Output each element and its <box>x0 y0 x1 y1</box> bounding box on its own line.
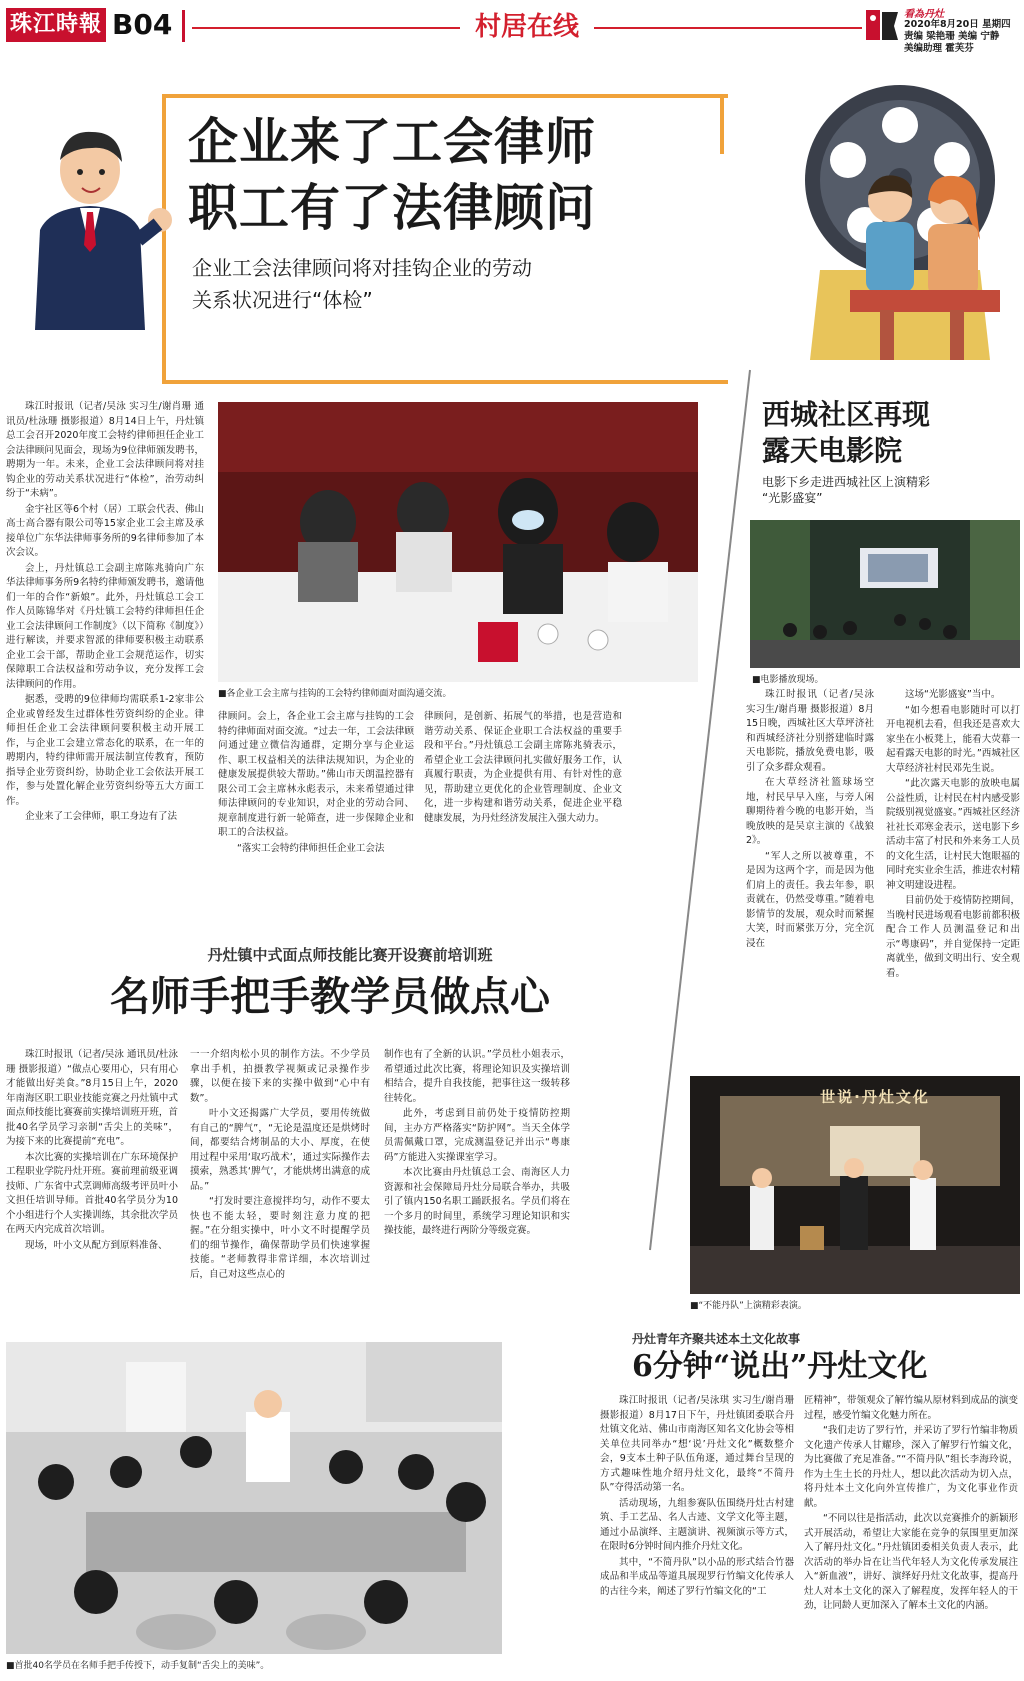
story3-c3-p3: 本次比赛由丹灶镇总工会、南海区人力资源和社会保障局丹灶分局联合举办，共吸引了镇内150名职工踊跃报名。学员们将在一个多月的时间里，系统学习理论知识和实操技能，最终进行两阶分等级竞赛。 <box>384 1167 570 1236</box>
story4-c1-p2: 活动现场，九组参赛队伍围绕丹灶古村建筑、手工艺品、名人古迹、文学文化等主题，通过小品演绎、主题演讲、视频演示等方式，在限时6分钟时间内推介丹灶文化。 <box>600 1497 794 1552</box>
story1-c3-p1: 律顾问，是创新、拓展气的举措，也是营造和谐劳动关系、保证企业职工合法权益的重要手段和平台。”丹灶镇总工会副主席陈兆骑表示，希望企业工会法律顾问扎实做好服务工作，认真履行职责，为企业提供有用、有针对性的意见，帮助建立更优化的企业管理制度、企业文化，进一步构建和谐劳动关系，促进企业平稳健康发展，为丹灶经济发展注入强大动力。 <box>424 711 622 824</box>
story2-c1-p2: 在大草经济社篮球场空地，村民早早入座，与旁人闲聊期待着今晚的电影开始，当晚放映的是吴京主演的《战狼2》。 <box>746 777 874 846</box>
story4-c2-p2: “我们走访了罗行竹，并采访了罗行竹编非物质文化遗产传承人甘耀珍，深入了解罗行竹编文化，为比赛做了充足准备。”“不简丹队”组长李海玲说，作为土生土长的丹灶人，想以此次活动为切入点，将丹灶本土文化向外宣传推广，为文化事业作贡献。 <box>804 1425 1018 1509</box>
story2-c1-p3: “军人之所以被尊重，不是因为这两个字，而是因为他们肩上的责任。我去年参，职责就在，仍然受尊重。”随着电影情节的发展，观众时而紧握大笑，时而紧张万分，完全沉浸在 <box>746 850 874 949</box>
story3-column-3 <box>384 1048 570 1312</box>
story2-photo-caption: ■电影播放现场。 <box>752 675 824 685</box>
story3-c1-p3: 现场，叶小文从配方到原料准备、 <box>25 1239 168 1251</box>
story3-column-2 <box>190 1048 370 1312</box>
masthead <box>0 0 1024 56</box>
lawyer-cartoon-icon <box>10 120 180 340</box>
story2-title-line1: 西城社区再现 <box>762 398 931 431</box>
story4-photo-caption: ■“不能丹队”上演精彩表演。 <box>690 1301 807 1311</box>
header-badge: 看為丹灶 <box>904 9 944 20</box>
story1-c1-p3: 会上，丹灶镇总工会副主席陈兆骑向广东华法律师事务所9名特约律师颁发聘书，邀请他们一年的合作“新娘”。此外，丹灶镇总工会工作人员陈锦华对《丹灶镇工会特约律师担任企业工会法律顾问工作制度》（以下简称《制度》）进行解读，并要求智派的律师要积极主动联系企业工会干部，帮助企业工会规范运作，切实保障职工合法权益和劳动争议，充分发挥工会法律顾问的作用。 <box>6 562 204 690</box>
story1-title-line2: 职工有了法律顾问 <box>188 178 596 237</box>
story3-c3-p1: 制作也有了全新的认识。”学员杜小姐表示，希望通过此次比赛，将理论知识及实操培训相结合，提升自我技能，把事往这一级转移往转化。 <box>384 1049 570 1104</box>
story2-c2-p3: “此次露天电影的放映电属公益性质，让村民在村内感受影院级别视觉盛宴。”西城社区经济社社长邓寒金表示，送电影下乡活动丰富了村民和外来务工人员的文化生活，让村民大饱眼福的同时充实业余生活，推进农村精神文明建设进程。 <box>886 778 1020 891</box>
story4-c1-p3: 其中，“不简丹队”以小品的形式结合竹器成品和半成品等道具展现罗行竹编文化传承人的古往今来，阐述了罗行竹编文化的“工 <box>600 1556 794 1597</box>
story1-c1-p4: 据悉，受聘的9位律师均需联系1-2家非公企业或曾经发生过群体性劳资纠纷的企业。律师担任企业工会法律顾问要积极主动开展工作，与企业工会建立常态化的联系，在一年的聘期内，特约律师需开展法制宣传教育，预防指导企业劳资纠纷，协助企业工会依法开展工作，参与处置化解企业劳资纠纷等五大方面工作。 <box>6 694 204 807</box>
story2-c2-p2: “如今想看电影随时可以打开电视机去看，但我还是喜欢大家坐在小板凳上，能看大荧幕一起看露天电影的时光。”西城社区大草经济社村民邓先生说。 <box>886 704 1020 774</box>
story2-c2-p1: 这场“光影盛宴”当中。 <box>905 689 1001 700</box>
brand-seal-icon <box>864 6 900 46</box>
story1-photo-caption: ■各企业工会主席与挂钩的工会特约律师面对面沟通交流。 <box>218 689 452 699</box>
story2-title-line2: 露天电影院 <box>762 434 903 467</box>
story1-column-1 <box>6 400 204 890</box>
section-title: 村居在线 <box>474 12 579 42</box>
story3-kicker: 丹灶镇中式面点师技能比赛开设赛前培训班 <box>207 946 493 964</box>
header-staff-2: 美编助理 霍芙芬 <box>904 43 974 54</box>
meeting-photo <box>218 402 698 682</box>
story2-c1-p1: 珠江时报讯（记者/吴泳 实习生/谢肖珊 摄影报道）8月15日晚，西城社区大草坪济社和西城经济社分别搭建临时露天电影院，播放免费电影，吸引了众多群众观看。 <box>746 689 874 773</box>
header-divider <box>182 10 185 42</box>
story1-subtitle-line1: 企业工会法律顾问将对挂钩企业的劳动 <box>192 256 532 280</box>
story1-column-3 <box>424 710 622 890</box>
section-rule-right <box>594 27 862 29</box>
story4-column-2 <box>804 1394 1018 1674</box>
story3-c1-p1: 珠江时报讯（记者/吴泳 通讯员/杜泳珊 摄影报道）“做点心要用心，只有用心才能做出好美食。”8月15日上午，2020年南海区职工职业技能竞赛之丹灶镇中式面点师技能比赛赛前实操培训班开班，首批40名学员学习亲制“舌尖上的美味”，为接下来的比赛提前“充电”。 <box>6 1049 178 1147</box>
page-number: B04 <box>112 8 173 41</box>
story3-c1-p2: 本次比赛的实操培训在广东环境保护工程职业学院丹灶开班。赛前理前级亚调技师、广东省中式烹调师高级考评员叶小文担任培训导师。首批40名学员分为10个小组进行个人实操训练，其余批次学员在两天内完成首次培训。 <box>6 1151 178 1235</box>
story4-column-1 <box>600 1394 794 1674</box>
story4-c2-p3: “不同以往是指活动，此次以竞赛推介的新颖形式开展活动，希望让大家能在竞争的氛围里更加深入了解丹灶文化。”丹灶镇团委相关负责人表示，此次活动的举办旨在让当代年轻人为文化传承发展注入“新血液”，讲好、演绎好丹灶文化故事，提高丹灶人对本土文化的深入了解程度，发挥年轻人的干劲，让同龄人更加深入了解本土文化的内涵。 <box>804 1513 1018 1611</box>
section-rule-left <box>192 27 460 29</box>
stage-banner-text: 世说·丹灶文化 <box>820 1088 930 1106</box>
story2-column-1 <box>746 688 874 988</box>
headline-frame-right-top <box>720 94 724 154</box>
story2-subtitle-line1: 电影下乡走进西城社区上演精彩 <box>762 475 931 489</box>
outdoor-movie-photo <box>750 520 1020 668</box>
header-date: 2020年8月20日 星期四 <box>904 19 1011 30</box>
pastry-class-photo <box>6 1342 502 1654</box>
story2-subtitle-line2: “光影盛宴” <box>762 491 823 505</box>
story3-column-1 <box>6 1048 178 1312</box>
story4-c1-p1: 珠江时报讯（记者/吴泳琪 实习生/谢肖珊 摄影报道）8月17日下午，丹灶镇团委联合丹灶镇文化站、佛山市南海区知名文化协会等相关单位共同举办“想‘说’丹灶文化”概数整介会，9支本土种子队伍角逐，通过舞台呈现的方式趣味性地介绍丹灶文化，最终“不简丹队”夺得活动第一名。 <box>600 1395 794 1493</box>
couple-cartoon-icon <box>830 160 1010 370</box>
story1-column-2 <box>218 710 414 890</box>
story2-column-2 <box>886 688 1020 988</box>
story4-c2-p1: 匠精神”，带领观众了解竹编从原材料到成品的演变过程，感受竹编文化魅力所在。 <box>804 1395 1018 1421</box>
story3-photo-caption: ■首批40名学员在名师手把手传授下，动手复制“舌尖上的美味”。 <box>6 1661 270 1671</box>
story4-title: 6分钟“说出”丹灶文化 <box>632 1349 928 1384</box>
story1-c1-p2: 金宇社区等6个村（居）工联会代表、佛山高士高合器有限公司等15家企业工会主席及承接单位广东华法律师事务所的9名律师参加了本次会议。 <box>6 503 204 558</box>
story3-c3-p2: 此外，考虑到目前仍处于疫情防控期间，主办方严格落实“防护网”。当天全体学员需佩戴口罩，完成测温登记并出示“粤康码”方能进入实操课室学习。 <box>384 1108 570 1163</box>
story1-c1-p1: 珠江时报讯（记者/吴泳 实习生/谢肖珊 通讯员/杜泳珊 摄影报道）8月14日上午，丹灶镇总工会召开2020年度工会特约律师担任企业工会法律顾问见面会，现场为9位律师颁发聘书，聘期为一年。未来，企业工会法律顾问将对挂钩企业的劳动关系状况进行“体检”，治劳动纠纷于“未病”。 <box>6 401 204 499</box>
story3-c2-p2: 叶小文还揭露广大学员，要用传统做有自己的“脾气”，“无论是温度还是烘烤时间，都要结合烤制品的大小、厚度，在使用过程中采用‘取巧战术’，通过实际操作去摸索，熟悉其‘脾气’，才能烘烤出满意的成品。” <box>190 1108 370 1192</box>
story1-c1-p5: 企业来了工会律师，职工身边有了法 <box>25 811 178 822</box>
story3-c2-p3: “打发时要注意搅拌均匀，动作不要太快也不能太轻，要时刻注意力度的把握。”在分组实操中，叶小文不时提醒学员们的细节操作，确保帮助学员们快速掌握技能。“老师教得非常详细，本次培训过后，自己对这些点心的 <box>190 1196 370 1280</box>
story4-kicker: 丹灶青年齐聚共述本土文化故事 <box>632 1332 801 1346</box>
story1-c2-p1: 律顾问。会上，各企业工会主席与挂钩的工会特约律师面对面交流。“过去一年，工会法律顾问通过建立微信沟通群，定期分享与企业运作、职工权益相关的法律法规知识，为企业的健康发展提供较大帮助。”佛山市天朗温控器有限公司工会主席林永彪表示，未来希望通过律师法律顾问的专业知识，对企业的劳动合同、规章制度进行新一轮筛查，进一步保障企业和职工的合法权益。 <box>218 711 414 838</box>
story3-c2-p1: 一一介绍肉松小贝的制作方法。不少学员拿出手机，拍摄教学视频或记录操作步骤，以便在接下来的实操中做到“心中有数”。 <box>190 1049 370 1104</box>
story1-title-line1: 企业来了工会律师 <box>188 112 596 171</box>
story1-subtitle-line2: 关系状况进行“体检” <box>192 288 373 312</box>
story3-title: 名师手把手教学员做点心 <box>110 973 550 1020</box>
header-staff-1: 责编 梁艳珊 美编 宁静 <box>904 31 1000 42</box>
story2-c2-p4: 目前仍处于疫情防控期间，当晚村民进场观看电影前都积极配合工作人员测温登记和出示“粤康码”，并自觉保持一定距离就坐，做到文明出行、安全观看。 <box>886 895 1020 979</box>
stage-performance-photo <box>690 1076 1020 1294</box>
paper-logo: 珠江時報 <box>6 8 106 42</box>
story1-c2-p2: “落实工会特约律师担任企业工会法 <box>237 842 385 854</box>
